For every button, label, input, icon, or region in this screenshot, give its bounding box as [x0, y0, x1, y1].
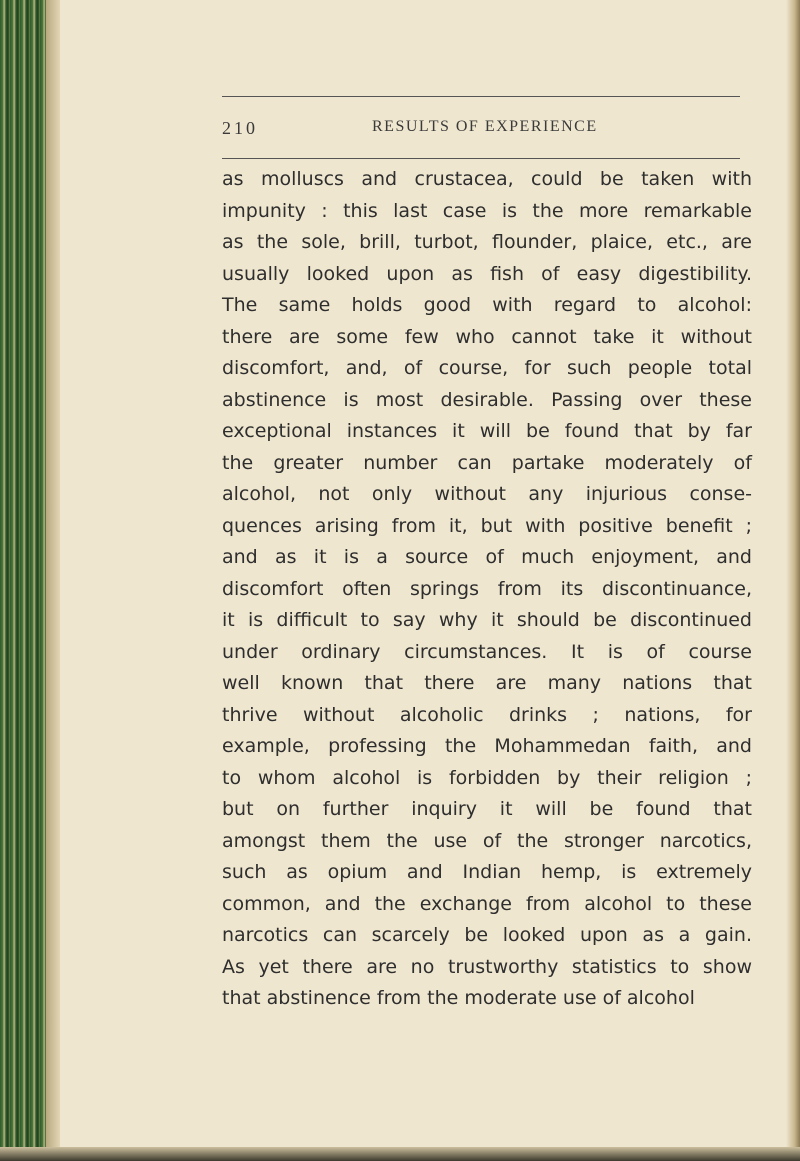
text-line: the greater number can partake moderately of: [222, 451, 752, 474]
page-header: [222, 118, 740, 142]
text-line: alcohol, not only without any injurious conse-: [222, 483, 752, 505]
text-line: abstinence is most desirable. Passing over these: [222, 388, 752, 411]
header-rule-bottom: [222, 158, 740, 159]
text-line: well known that there are many nations that: [222, 672, 752, 694]
text-line: to whom alcohol is forbidden by their religion ;: [222, 766, 752, 789]
running-head: RESULTS OF EXPERIENCE: [372, 118, 598, 135]
text-line: and as it is a source of much enjoyment, and: [222, 546, 752, 568]
text-line: as the sole, brill, turbot, flounder, plaice, etc., are: [222, 231, 752, 253]
text-line: it is difficult to say why it should be discontinued: [222, 609, 752, 631]
text-line: as molluscs and crustacea, could be taken with: [222, 168, 752, 190]
text-line: there are some few who cannot take it without: [222, 325, 752, 348]
header-rule-top: [222, 96, 740, 97]
text-line: narcotics can scarcely be looked upon as a gain.: [222, 924, 752, 946]
text-line: quences arising from it, but with positive benefit ;: [222, 514, 752, 537]
text-line: usually looked upon as fish of easy digestibility.: [222, 262, 752, 285]
text-line: but on further inquiry it will be found that: [222, 798, 752, 820]
page-inner-edge: [46, 0, 60, 1161]
text-line: discomfort often springs from its discontinuance,: [222, 577, 752, 600]
text-line: such as opium and Indian hemp, is extremely: [222, 861, 752, 883]
text-line: that abstinence from the moderate use of alcohol: [222, 987, 695, 1009]
page-outer-edge: [786, 0, 800, 1161]
page-number: 210: [222, 118, 258, 138]
text-line: exceptional instances it will be found that by far: [222, 420, 752, 442]
text-line: thrive without alcoholic drinks ; nations, for: [222, 703, 752, 726]
text-line: under ordinary circumstances. It is of course: [222, 640, 752, 663]
text-line: impunity : this last case is the more remarkable: [222, 199, 752, 222]
book-binding-gutter: [0, 0, 46, 1161]
text-line: example, professing the Mohammedan faith, and: [222, 735, 752, 757]
text-line: As yet there are no trustworthy statistics to show: [222, 955, 752, 978]
text-line: amongst them the use of the stronger narcotics,: [222, 829, 752, 852]
text-line: common, and the exchange from alcohol to these: [222, 892, 752, 915]
text-line: discomfort, and, of course, for such people total: [222, 357, 752, 379]
body-text: [222, 164, 752, 1015]
text-line: The same holds good with regard to alcohol:: [222, 294, 752, 316]
page-bottom-edge: [0, 1147, 800, 1161]
